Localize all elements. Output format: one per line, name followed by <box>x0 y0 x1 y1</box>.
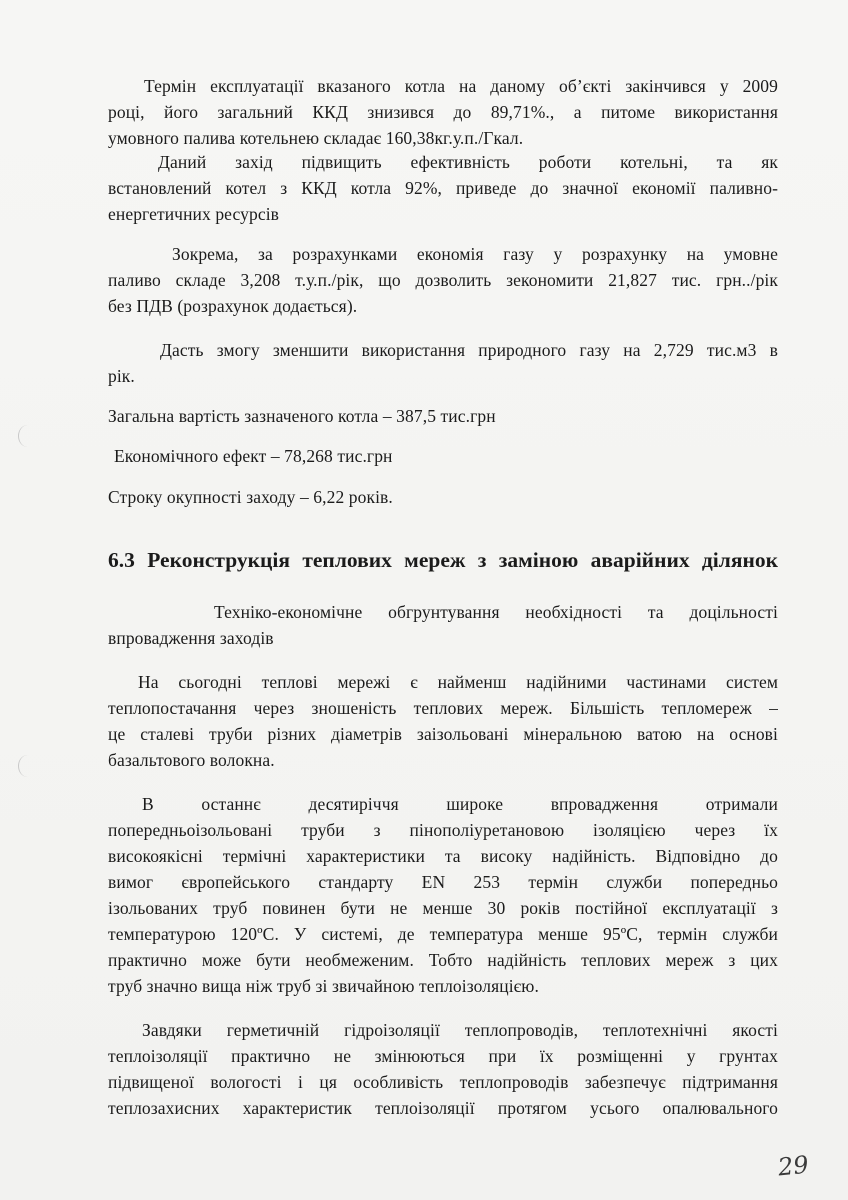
paragraph-line: без ПДВ (розрахунок додається). <box>108 296 358 316</box>
paragraph-line: теплоізоляції практично не змінюються при їх розміщенні у грунтах <box>108 1046 778 1066</box>
paragraph-line: рік. <box>108 366 135 386</box>
paragraph-line: Даний захід підвищить ефективність роботи котельні, та як <box>158 152 778 172</box>
paragraph-line: встановлений котел з ККД котла 92%, приведе до значної економії паливно- <box>108 178 778 198</box>
paragraph-line: енергетичних ресурсів <box>108 204 280 224</box>
payback-period-line: Строку окупності заходу – 6,22 років. <box>108 487 393 507</box>
punch-hole-mark <box>18 755 37 777</box>
total-cost-line: Загальна вартість зазначеного котла – 387,5 тис.грн <box>108 406 496 426</box>
paragraph-line: Зокрема, за розрахунками економія газу у розрахунку на умовне <box>172 244 778 264</box>
paragraph-line: труб значно вища ніж труб зі звичайною теплоізоляцією. <box>108 976 539 996</box>
paragraph-line: базальтового волокна. <box>108 750 275 770</box>
paragraph-line: Завдяки герметичній гідроізоляції теплопроводів, теплотехнічні якості <box>142 1020 778 1040</box>
paragraph-line: На сьогодні теплові мережі є найменш надійними частинами систем <box>138 672 778 692</box>
page-number: 29 <box>776 1150 810 1182</box>
economic-effect-line: Економічного ефект – 78,268 тис.грн <box>114 446 393 466</box>
paragraph-line: температурою 120ºС. У системі, де температура менше 95ºС, термін служби <box>108 924 778 944</box>
paragraph-line: практично може бути необмеженим. Тобто надійність теплових мереж з цих <box>108 950 778 970</box>
punch-hole-mark <box>18 425 37 447</box>
subtitle-line: впровадження заходів <box>108 628 274 648</box>
paragraph-line: теплопостачання через зношеність теплових мереж. Більшість тепломереж – <box>108 698 778 718</box>
paragraph-line: ізольованих труб повинен бути не менше 30 років постійної експлуатації з <box>108 898 778 918</box>
paragraph-line: це сталеві труби різних діаметрів заізольовані мінеральною ватою на основі <box>108 724 778 744</box>
paragraph-line: Термін експлуатації вказаного котла на даному об’єкті закінчився у 2009 <box>144 76 778 96</box>
section-heading: 6.3 Реконструкція теплових мереж з заміною аварійних ділянок <box>108 548 778 572</box>
paragraph-line: В останнє десятиріччя широке впровадження отримали <box>142 794 778 814</box>
paragraph-line: Дасть змогу зменшити використання природного газу на 2,729 тис.м3 в <box>160 340 778 360</box>
paragraph-line: умовного палива котельнею складає 160,38кг.у.п./Гкал. <box>108 128 524 148</box>
paragraph-line: високоякісні термічні характеристики та високу надійність. Відповідно до <box>108 846 778 866</box>
paragraph-line: попередньоізольовані труби з пінополіуретановою ізоляцією через їх <box>108 820 778 840</box>
paragraph-line: вимог європейського стандарту EN 253 термін служби попередньо <box>108 872 778 892</box>
subtitle-line: Техніко-економічне обгрунтування необхідності та доцільності <box>214 602 778 622</box>
paragraph-line: році, його загальний ККД знизився до 89,71%., а питоме використання <box>108 102 778 122</box>
paragraph-line: підвищеної вологості і ця особливість теплопроводів забезпечує підтримання <box>108 1072 778 1092</box>
paragraph-line: теплозахисних характеристик теплоізоляції протягом усього опалювального <box>108 1098 778 1118</box>
paragraph-line: паливо складе 3,208 т.у.п./рік, що дозволить зекономити 21,827 тис. грн../рік <box>108 270 778 290</box>
